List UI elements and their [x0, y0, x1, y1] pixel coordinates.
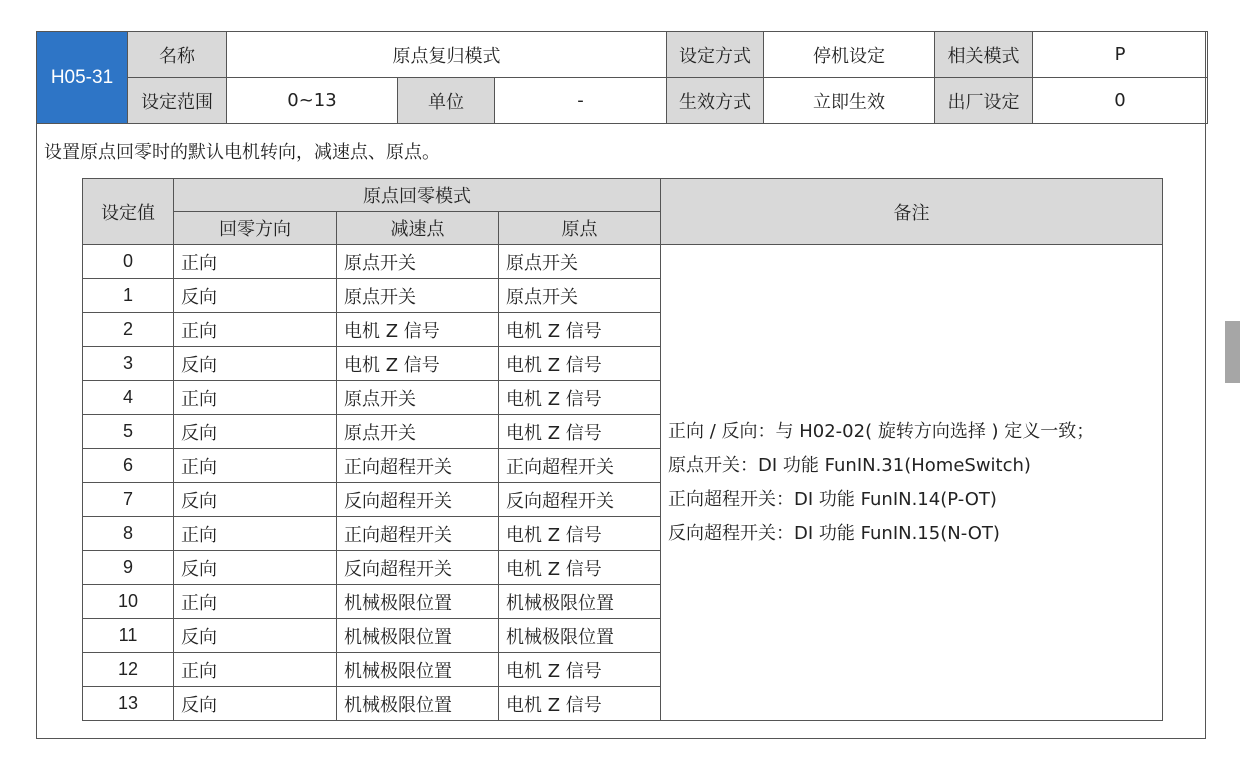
name-value: 原点复归模式 — [227, 32, 667, 78]
note-line: 原点开关：DI 功能 FunIN.31(HomeSwitch) — [668, 454, 1031, 476]
decel-point-cell: 原点开关 — [337, 381, 499, 415]
direction-cell: 反向 — [174, 279, 337, 313]
col-direction-header: 回零方向 — [174, 212, 337, 245]
direction-cell: 正向 — [174, 449, 337, 483]
effect-label: 生效方式 — [667, 78, 764, 124]
setting-value-cell: 8 — [83, 517, 174, 551]
homing-mode-group-header: 原点回零模式 — [174, 179, 661, 212]
decel-point-cell: 机械极限位置 — [337, 653, 499, 687]
range-label: 设定范围 — [128, 78, 227, 124]
direction-cell: 反向 — [174, 619, 337, 653]
direction-cell: 反向 — [174, 687, 337, 721]
decel-point-cell: 电机 Z 信号 — [337, 313, 499, 347]
direction-cell: 反向 — [174, 483, 337, 517]
decel-point-cell: 机械极限位置 — [337, 687, 499, 721]
decel-point-cell: 电机 Z 信号 — [337, 347, 499, 381]
parameter-code: H05-31 — [37, 32, 128, 124]
note-line: 正向 / 反向：与 H02-02( 旋转方向选择 ) 定义一致； — [668, 420, 1095, 442]
direction-cell: 反向 — [174, 551, 337, 585]
col-note-header: 备注 — [661, 179, 1163, 245]
decel-point-cell: 机械极限位置 — [337, 585, 499, 619]
decel-point-cell: 原点开关 — [337, 279, 499, 313]
decel-point-cell: 反向超程开关 — [337, 551, 499, 585]
origin-cell: 原点开关 — [499, 245, 661, 279]
note-line: 反向超程开关：DI 功能 FunIN.15(N-OT) — [668, 522, 1000, 544]
name-label: 名称 — [128, 32, 227, 78]
set-method-value: 停机设定 — [764, 32, 935, 78]
setting-value-cell: 9 — [83, 551, 174, 585]
origin-cell: 电机 Z 信号 — [499, 551, 661, 585]
setting-value-cell: 12 — [83, 653, 174, 687]
decel-point-cell: 正向超程开关 — [337, 449, 499, 483]
direction-cell: 正向 — [174, 653, 337, 687]
origin-cell: 电机 Z 信号 — [499, 415, 661, 449]
decel-point-cell: 原点开关 — [337, 245, 499, 279]
note-line: 正向超程开关：DI 功能 FunIN.14(P-OT) — [668, 488, 997, 510]
origin-cell: 电机 Z 信号 — [499, 347, 661, 381]
parameter-description: 设置原点回零时的默认电机转向，减速点、原点。 — [44, 142, 440, 163]
setting-value-cell: 11 — [83, 619, 174, 653]
origin-cell: 电机 Z 信号 — [499, 381, 661, 415]
setting-value-cell: 2 — [83, 313, 174, 347]
direction-cell: 正向 — [174, 381, 337, 415]
decel-point-cell: 反向超程开关 — [337, 483, 499, 517]
note-cell — [661, 245, 1163, 721]
origin-cell: 电机 Z 信号 — [499, 687, 661, 721]
homing-mode-table — [82, 178, 1163, 721]
setting-value-cell: 5 — [83, 415, 174, 449]
origin-cell: 电机 Z 信号 — [499, 653, 661, 687]
decel-point-cell: 原点开关 — [337, 415, 499, 449]
setting-value-cell: 3 — [83, 347, 174, 381]
setting-value-cell: 0 — [83, 245, 174, 279]
setting-value-cell: 6 — [83, 449, 174, 483]
setting-value-cell: 4 — [83, 381, 174, 415]
setting-value-cell: 1 — [83, 279, 174, 313]
setting-value-cell: 13 — [83, 687, 174, 721]
col-decel-header: 减速点 — [337, 212, 499, 245]
decel-point-cell: 正向超程开关 — [337, 517, 499, 551]
origin-cell: 反向超程开关 — [499, 483, 661, 517]
origin-cell: 电机 Z 信号 — [499, 313, 661, 347]
table-row — [83, 245, 1163, 279]
setting-value-cell: 7 — [83, 483, 174, 517]
default-label: 出厂设定 — [935, 78, 1033, 124]
page-edge-tab — [1225, 321, 1240, 383]
col-origin-header: 原点 — [499, 212, 661, 245]
direction-cell: 正向 — [174, 245, 337, 279]
related-mode-value: P — [1033, 32, 1208, 78]
set-method-label: 设定方式 — [667, 32, 764, 78]
col-setting-header: 设定值 — [83, 179, 174, 245]
decel-point-cell: 机械极限位置 — [337, 619, 499, 653]
direction-cell: 正向 — [174, 585, 337, 619]
origin-cell: 机械极限位置 — [499, 619, 661, 653]
range-value: 0~13 — [227, 78, 398, 124]
unit-label: 单位 — [398, 78, 495, 124]
direction-cell: 反向 — [174, 347, 337, 381]
unit-value: - — [495, 78, 667, 124]
origin-cell: 电机 Z 信号 — [499, 517, 661, 551]
direction-cell: 正向 — [174, 517, 337, 551]
origin-cell: 机械极限位置 — [499, 585, 661, 619]
direction-cell: 反向 — [174, 415, 337, 449]
parameter-header-table — [36, 31, 1208, 124]
related-mode-label: 相关模式 — [935, 32, 1033, 78]
direction-cell: 正向 — [174, 313, 337, 347]
origin-cell: 正向超程开关 — [499, 449, 661, 483]
default-value: 0 — [1033, 78, 1208, 124]
setting-value-cell: 10 — [83, 585, 174, 619]
origin-cell: 原点开关 — [499, 279, 661, 313]
effect-value: 立即生效 — [764, 78, 935, 124]
